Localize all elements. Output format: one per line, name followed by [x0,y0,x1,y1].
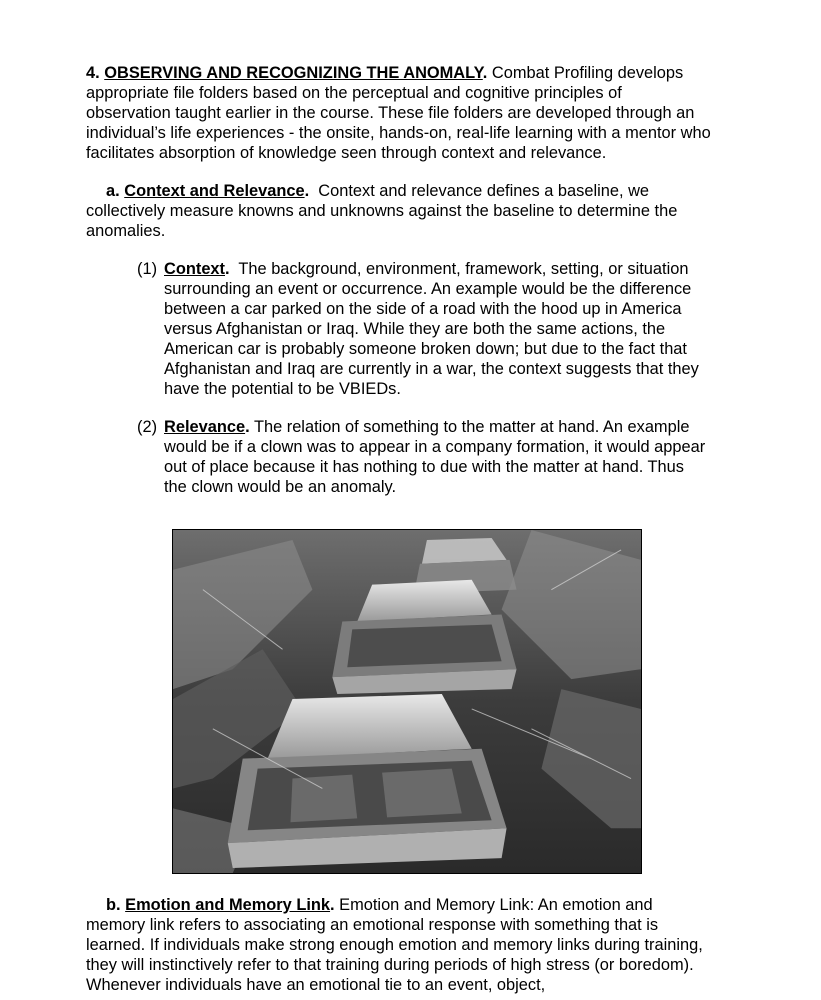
item-context: (1) Context. The background, environment, framework, setting, or situation surrounding an event or occurrence. An example would be the difference between a car parked on the side of a road with the hood up in America versus Afghanistan or Iraq. While they are both the same actions, the American car is probably someone broken down; but due to the fact that Afghanistan and Iraq are currently in a war, the context suggests that they have the potential to be VBIEDs. [137,260,699,398]
subsection-a-letter: a. [106,182,120,200]
subsection-b-paragraph: b. Emotion and Memory Link. Emotion and Memory Link: An emotion and memory link refers to associating an emotional response with something that is learned. If individuals make strong enough emotion and memory links during training, they will instinctively refer to that training during periods of high stress (or boredom). Whenever individuals have an emotional tie to an event, object, [86,896,703,994]
subsection-b-text: Emotion and Memory Link: An emotion and memory link refers to associating an emotional response with something that is learned. If individuals make strong enough emotion and memory links during training, they will instinctively refer to that training during periods of high stress (or boredom). Whenever individuals have an emotional tie to an event, object, [86,896,703,994]
item-heading: Context [164,260,226,278]
section-text: Combat Profiling develops appropriate file folders based on the perceptual and cognitive principles of observation taught earlier in the course. These file folders are developed through an individual’s life experiences - the onsite, hands-on, real-life learning with a mentor who facilitates absorption of knowledge seen through context and relevance. [86,64,711,162]
item-text: The background, environment, framework, setting, or situation surrounding an event or occurrence. An example would be the difference between a car parked on the side of a road with the hood up in America versus Afghanistan or Iraq. While they are both the same actions, the American car is probably someone broken down; but due to the fact that Afghanistan and Iraq are currently in a war, the context suggests that they have the potential to be VBIEDs. [164,260,699,398]
item-text: The relation of something to the matter at hand. An example would be if a clown was to appear in a company formation, it would appear out of place because it has nothing to due with the matter at hand. Thus the clown would be an anomaly. [164,418,706,496]
document-body [86,63,711,515]
section-number: 4. [86,64,100,82]
assembly-line-photo [172,529,642,874]
item-relevance: (2) Relevance. The relation of something to the matter at hand. An example would be if a clown was to appear in a company formation, it would appear out of place because it has nothing to due with the matter at hand. Thus the clown would be an anomaly. [137,418,706,496]
subsection-a-heading: Context and Relevance [124,182,305,200]
document-body-continued [86,895,711,995]
item-number: (2) [137,418,158,436]
subsection-b-letter: b. [106,896,121,914]
subsection-a-paragraph: a. Context and Relevance. Context and relevance defines a baseline, we collectively measure knowns and unknowns against the baseline to determine the anomalies. [86,182,678,240]
item-heading: Relevance [164,418,246,436]
item-number: (1) [137,260,158,278]
subsection-a-text: Context and relevance defines a baseline, we collectively measure knowns and unknowns against the baseline to determine the anomalies. [86,182,678,240]
section-4-paragraph: 4. OBSERVING AND RECOGNIZING THE ANOMALY. Combat Profiling develops appropriate file folders based on the perceptual and cognitive principles of observation taught earlier in the course. These file folders are developed through an individual’s life experiences - the onsite, hands-on, real-life learning with a mentor who facilitates absorption of knowledge seen through context and relevance. [86,64,711,162]
section-heading: OBSERVING AND RECOGNIZING THE ANOMALY [104,64,483,82]
subsection-b-heading: Emotion and Memory Link [125,896,331,914]
